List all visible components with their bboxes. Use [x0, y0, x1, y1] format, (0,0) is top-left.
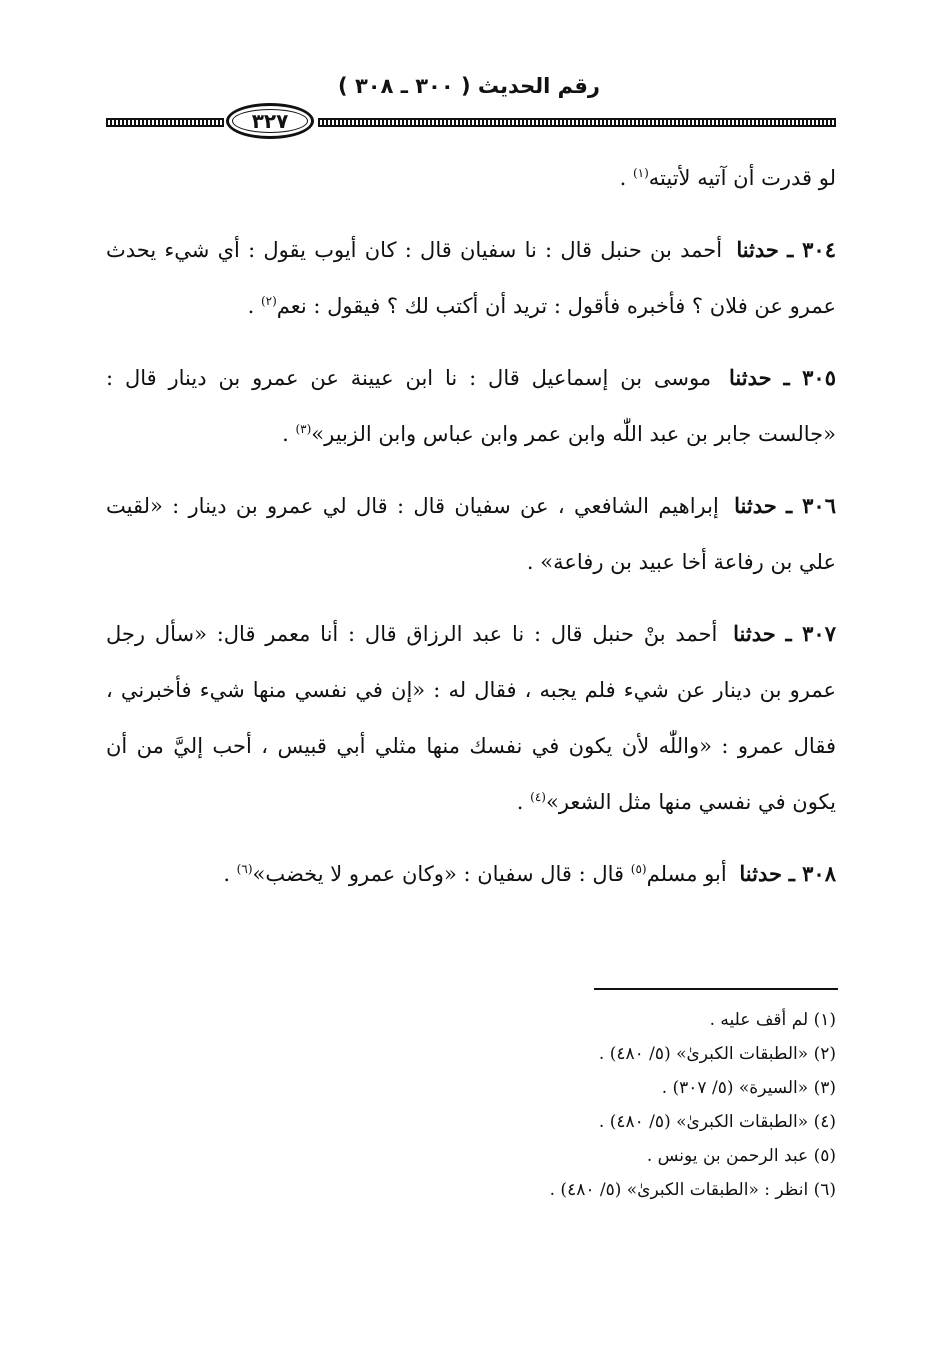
hadith-text: أحمد بنْ حنبل قال : نا عبد الرزاق قال : أنا معمر قال: «سأل رجل عمرو بن دينار عن شيء فلم يجبه ، فقال له : «إن في نفسي منها شيء فأخبرني ، فقال عمرو : «واللّٰه لأن يكون في نفسك منها مثلي أبي قبيس ، أحب إليَّ من أن يكون في نفسي منها مثل الشعر» — [106, 622, 836, 814]
hadith-lead: حدثنا — [734, 493, 777, 518]
hadith-305 — [106, 350, 836, 462]
footnote-ref: (٥) — [630, 862, 647, 876]
hadith-text-cont: قال : قال سفيان : «وكان عمرو لا يخضب» — [252, 862, 631, 886]
main-text — [106, 150, 836, 918]
hadith-306 — [106, 478, 836, 590]
footnote-ref: (٣) — [295, 422, 312, 436]
footnote: (٥) عبد الرحمن بن يونس . — [646, 1146, 836, 1166]
paragraph — [106, 150, 836, 206]
hadith-304 — [106, 222, 836, 334]
footnotes — [106, 1003, 836, 1207]
footnote-separator — [594, 988, 838, 990]
footnote-ref: (٢) — [260, 294, 277, 308]
hadith-number: ٣٠٤ ـ — [787, 237, 836, 262]
hadith-lead: حدثنا — [733, 621, 776, 646]
hadith-number: ٣٠٦ ـ — [786, 493, 836, 518]
hadith-tail: . — [516, 790, 531, 814]
hadith-tail: . — [223, 862, 237, 886]
hadith-text: موسى بن إسماعيل قال : نا ابن عيينة عن عمرو بن دينار قال : «جالست جابر بن عبد اللّٰه وابن عمر وابن عباس وابن الزبير» — [106, 366, 836, 446]
footnote-ref: (٦) — [236, 862, 253, 876]
footnote-ref: (١) — [632, 166, 649, 180]
hadith-lead: حدثنا — [736, 237, 779, 262]
paragraph-tail: . — [619, 166, 633, 190]
hadith-number: ٣٠٧ ـ — [785, 621, 836, 646]
hadith-lead: حدثنا — [729, 365, 772, 390]
hadith-tail: . — [247, 294, 261, 318]
footnote: (٦) انظر : «الطبقات الكبرىٰ» (٥/ ٤٨٠) . — [549, 1180, 836, 1200]
header-rule-left — [106, 118, 224, 127]
hadith-number: ٣٠٥ ـ — [783, 365, 836, 390]
footnote: (٤) «الطبقات الكبرىٰ» (٥/ ٤٨٠) . — [598, 1112, 836, 1132]
footnote: (٢) «الطبقات الكبرىٰ» (٥/ ٤٨٠) . — [598, 1044, 836, 1064]
footnote: (٣) «السيرة» (٥/ ٣٠٧) . — [661, 1078, 836, 1098]
hadith-lead: حدثنا — [739, 861, 782, 886]
header-rule-right — [318, 118, 836, 127]
hadith-tail: . — [282, 422, 296, 446]
hadith-307 — [106, 606, 836, 830]
running-title: رقم الحديث ( ٣٠٠ ـ ٣٠٨ ) — [338, 74, 600, 98]
hadith-number: ٣٠٨ ـ — [788, 861, 836, 886]
footnote: (١) لم أقف عليه . — [709, 1010, 836, 1030]
page-number-badge: ٣٢٧ — [226, 103, 314, 139]
paragraph-text: لو قدرت أن آتيه لأتيته — [648, 166, 836, 190]
hadith-text: أحمد بن حنبل قال : نا سفيان قال : كان أيوب يقول : أي شيء يحدث عمرو عن فلان ؟ فأخبره فأقول : تريد أن أكتب لك ؟ فيقول : نعم — [106, 238, 836, 318]
hadith-308 — [106, 846, 836, 902]
hadith-text: إبراهيم الشافعي ، عن سفيان قال : قال لي عمرو بن دينار : «لقيت علي بن رفاعة أخا عبيد بن رفاعة» . — [106, 494, 836, 574]
hadith-text: أبو مسلم — [646, 862, 727, 886]
footnote-ref: (٤) — [530, 790, 546, 804]
